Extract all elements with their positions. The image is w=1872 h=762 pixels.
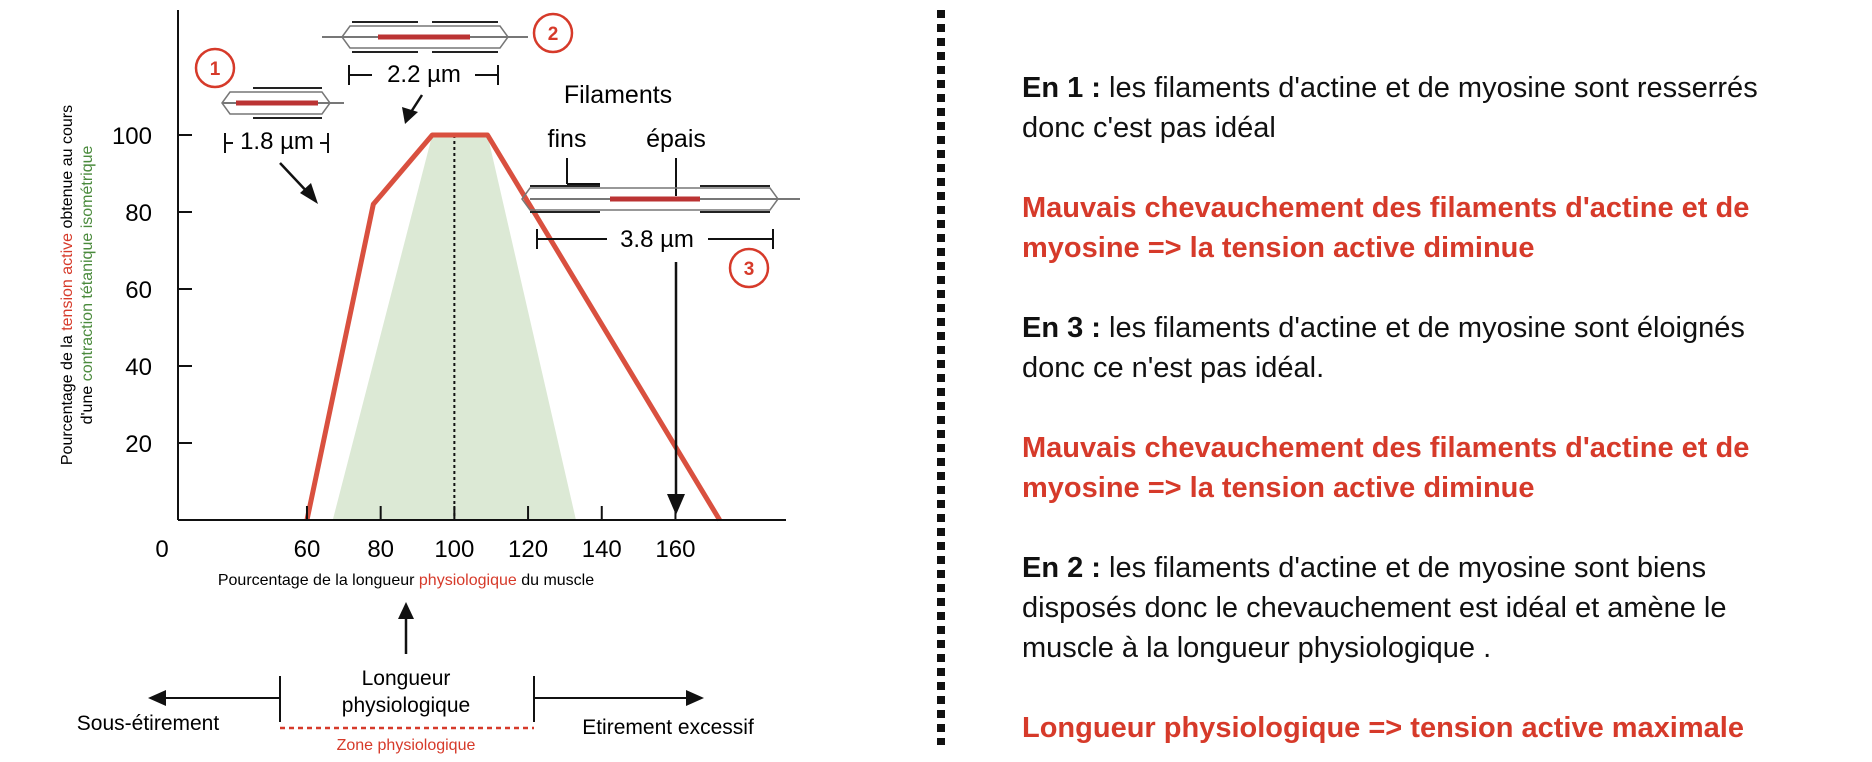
x-tick-label: 160 bbox=[655, 536, 696, 563]
note-1-conclusion bbox=[1022, 188, 1852, 268]
length-label-1: 1.8 µm bbox=[240, 128, 314, 155]
note-2-conclusion bbox=[1022, 708, 1852, 748]
note-2 bbox=[1022, 548, 1852, 668]
sarcomere-1-diagram bbox=[196, 49, 344, 204]
over-stretch-label: Etirement excessif bbox=[582, 716, 754, 739]
length-label-2: 2.2 µm bbox=[387, 61, 461, 88]
y-axis-label-line1: Pourcentage de la tension active obtenue au cours bbox=[59, 104, 76, 466]
note-3-label: En 3 : bbox=[1022, 312, 1101, 344]
x-tick-label: 100 bbox=[434, 536, 475, 563]
center-label-line2: physiologique bbox=[341, 694, 471, 717]
x-tick-label: 60 bbox=[293, 536, 321, 563]
epais-label: épais bbox=[646, 125, 706, 153]
marker-1-label: 1 bbox=[209, 59, 221, 80]
y-tick-label: 60 bbox=[125, 277, 152, 304]
y-tick-label: 80 bbox=[125, 200, 152, 227]
y-axis-label-line2: d'une contraction tétanique isométrique bbox=[79, 145, 96, 425]
y-tick-label: 40 bbox=[125, 354, 152, 381]
note-2-line1: les filaments d'actine et de myosine sont biens bbox=[1100, 552, 1707, 584]
note-1-conclusion-line2: myosine => la tension active diminue bbox=[1022, 232, 1535, 264]
note-1-conclusion-line1: Mauvais chevauchement des filaments d'actine et de bbox=[1022, 192, 1750, 224]
center-label-line1: Longueur bbox=[361, 667, 451, 690]
note-2-line2: disposés donc le chevauchement est idéal et amène le bbox=[1022, 592, 1727, 624]
length-tension-chart bbox=[0, 0, 800, 762]
note-2-conclusion-line: Longueur physiologique => tension active maximale bbox=[1022, 712, 1744, 744]
y-tick-label: 20 bbox=[125, 431, 152, 458]
note-2-line3: muscle à la longueur physiologique . bbox=[1022, 632, 1492, 664]
x-axis-label: Pourcentage de la longueur physiologique du muscle bbox=[217, 572, 595, 589]
fins-label: fins bbox=[547, 125, 587, 153]
note-3-line1: les filaments d'actine et de myosine sont éloignés bbox=[1100, 312, 1745, 344]
sarcomere-3-diagram bbox=[522, 81, 800, 515]
note-3-conclusion-line2: myosine => la tension active diminue bbox=[1022, 472, 1535, 504]
filaments-title: Filaments bbox=[563, 81, 673, 109]
note-2-label: En 2 : bbox=[1022, 552, 1101, 584]
note-1-label: En 1 : bbox=[1022, 72, 1101, 104]
y-tick-label: 100 bbox=[111, 123, 152, 150]
note-3-conclusion bbox=[1022, 428, 1852, 508]
marker-2-label: 2 bbox=[547, 24, 559, 45]
marker-3-label: 3 bbox=[743, 259, 755, 280]
sarcomere-2-diagram bbox=[322, 14, 572, 124]
physiological-zone-annotation bbox=[77, 602, 754, 754]
note-1 bbox=[1022, 68, 1852, 148]
dotted-separator bbox=[937, 10, 945, 745]
x-tick-label: 140 bbox=[581, 536, 622, 563]
zone-label: Zone physiologique bbox=[336, 737, 476, 754]
plot-area bbox=[307, 135, 720, 520]
length-label-3: 3.8 µm bbox=[620, 226, 694, 253]
x-tick-label: 120 bbox=[508, 536, 549, 563]
note-3-conclusion-line1: Mauvais chevauchement des filaments d'actine et de bbox=[1022, 432, 1750, 464]
under-stretch-label: Sous-étirement bbox=[76, 712, 220, 735]
x-tick-label: 80 bbox=[367, 536, 395, 563]
explanation-panel bbox=[1022, 68, 1852, 748]
origin-label: 0 bbox=[155, 536, 169, 563]
note-1-line1: les filaments d'actine et de myosine sont resserrés bbox=[1100, 72, 1758, 104]
note-3-line2: donc ce n'est pas idéal. bbox=[1022, 352, 1325, 384]
note-3 bbox=[1022, 308, 1852, 388]
note-1-line2: donc c'est pas idéal bbox=[1022, 112, 1276, 144]
